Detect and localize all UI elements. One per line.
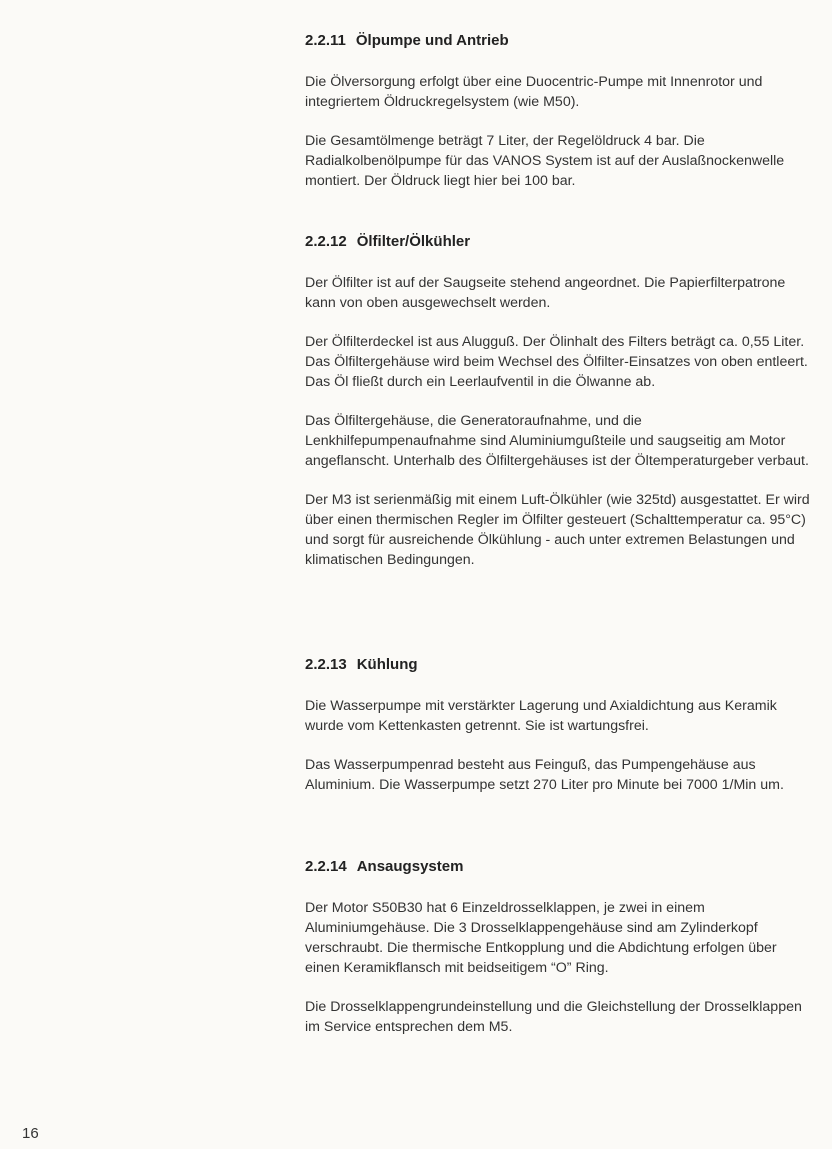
- section-kuehlung: [305, 656, 815, 814]
- paragraph: Das Wasserpumpenrad besteht aus Feinguß, das Pumpengehäuse aus Aluminium. Die Wasserpumpe setzt 270 Liter pro Minute bei 7000 1/Min um.: [305, 757, 784, 793]
- section-oelpumpe: [305, 32, 815, 210]
- section-title: Ansaugsystem: [356, 858, 464, 875]
- section-title: Ölfilter/Ölkühler: [356, 233, 471, 250]
- paragraph: Der Ölfilter ist auf der Saugseite stehend angeordnet. Die Papierfilterpatrone kann von oben ausgewechselt werden.: [305, 275, 786, 311]
- section-heading: [305, 858, 815, 876]
- section-title: Ölpumpe und Antrieb: [355, 32, 509, 49]
- section-number: 2.2.11: [305, 32, 346, 49]
- paragraph: Der M3 ist serienmäßig mit einem Luft-Ölkühler (wie 325td) ausgestattet. Er wird über einen thermischen Regler im Ölfilter gesteuert (Schalttemperatur ca. 95°C) und sorgt für ausreichende Ölkühlung - auch unter extremen Belastungen und klimatischen Bedingungen.: [305, 492, 810, 568]
- section-number: 2.2.13: [305, 656, 347, 673]
- paragraph: Das Ölfiltergehäuse, die Generatoraufnahme, und die Lenkhilfepumpenaufnahme sind Aluminiumgußteile und saugseitig am Motor angeflanscht. Unterhalb des Ölfiltergehäuses ist der Öltemperaturgeber verbaut.: [305, 413, 809, 469]
- section-ansaugsystem: [305, 858, 815, 1056]
- paragraph: Der Ölfilterdeckel ist aus Alugguß. Der Ölinhalt des Filters beträgt ca. 0,55 Liter. Das Ölfiltergehäuse wird beim Wechsel des Ölfilter-Einsatzes von oben entleert. Das Öl fließt durch ein Leerlaufventil in die Ölwanne ab.: [305, 334, 808, 390]
- section-heading: [305, 32, 815, 50]
- paragraph: Die Wasserpumpe mit verstärkter Lagerung und Axialdichtung aus Keramik wurde vom Kettenkasten getrennt. Sie ist wartungsfrei.: [305, 698, 777, 734]
- section-title: Kühlung: [356, 656, 418, 673]
- paragraph: Die Ölversorgung erfolgt über eine Duocentric-Pumpe mit Innenrotor und integriertem Öldruckregelsystem (wie M50).: [305, 74, 763, 110]
- section-oelfilter: [305, 233, 815, 589]
- section-number: 2.2.14: [305, 858, 347, 875]
- page-number: 16: [22, 1125, 39, 1142]
- paragraph: Die Drosselklappengrundeinstellung und die Gleichstellung der Drosselklappen im Service entsprechen dem M5.: [305, 999, 802, 1035]
- section-heading: [305, 233, 815, 251]
- section-number: 2.2.12: [305, 233, 347, 250]
- section-heading: [305, 656, 815, 674]
- paragraph: Der Motor S50B30 hat 6 Einzeldrosselklappen, je zwei in einem Aluminiumgehäuse. Die 3 Drosselklappengehäuse sind am Zylinderkopf verschraubt. Die thermische Entkopplung und die Abdichtung erfolgen über einen Keramikflansch mit beidseitigem “O” Ring.: [305, 900, 777, 976]
- paragraph: Die Gesamtölmenge beträgt 7 Liter, der Regelöldruck 4 bar. Die Radialkolbenölpumpe für das VANOS System ist auf der Auslaßnockenwelle montiert. Der Öldruck liegt hier bei 100 bar.: [305, 133, 785, 189]
